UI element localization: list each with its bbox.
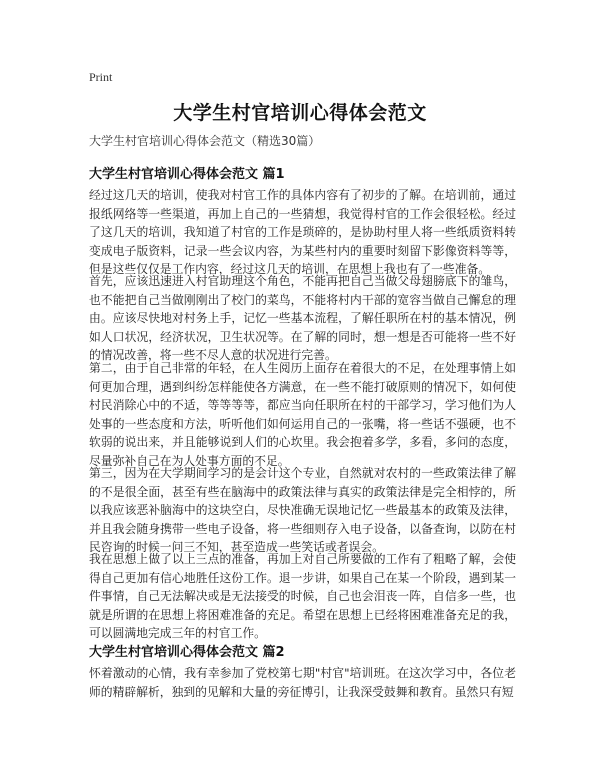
paragraph: 我在思想上做了以上三点的准备，再加上对自己所要做的工作有了粗略了解，会使得自己更加有信心地胜任这份工作。退一步讲，如果自己在某一个阶段，遇到某一件事情，自己无法解决或是无法接受的时候，自己也会泪丧一阵，自信多一些，也就是所谓的在思想上将困难准备的充足。希望在思想上已经将困难准备充足的我，可以圆满地完成三年的村官工作。 <box>89 552 516 640</box>
paragraph: 经过这几天的培训，使我对村官工作的具体内容有了初步的了解。在培训前，通过报纸网络等一些渠道，再加上自己的一些猜想，我觉得村官的工作会很轻松。经过了这几天的培训，我知道了村官的工作是琐碎的，是协助村里人将一些纸质资料转变成电子版资料，记录一些会议内容，为某些村内的重要时刻留下影像资料等等，但是这些仅仅是工作内容，经过这几天的培训，在思想上我也有了一些准备。 <box>89 188 516 276</box>
paragraph: 第三，因为在大学期间学习的是会计这个专业，自然就对农村的一些政策法律了解的不是很全面，甚至有些在脑海中的政策法律与真实的政策法律是完全相悖的，所以我应该恶补脑海中的这块空白，尽快准确无误地记忆一些最基本的政策及法律，并且我会随身携带一些电子设备，将一些细则存入电子设备，以备查询，以防在村民咨询的时候一问三不知，甚至造成一些笑话或者误会。 <box>89 466 516 554</box>
section-heading-1: 大学生村官培训心得体会范文 篇1 <box>89 167 285 182</box>
document-subtitle: 大学生村官培训心得体会范文（精选30篇） <box>89 134 321 148</box>
paragraph: 首先，应该迅速进入村官助理这个角色，不能再把自己当做父母翅膀底下的雏鸟，也不能把自己当做刚刚出了校门的菜鸟，不能将村内干部的宽容当做自己懈怠的理由。应该尽快地对村务上手，记忆一些基本流程，了解任职所在村的基本情况，例如人口状况，经济状况，卫生状况等。在了解的同时，想一想是否可能将一些不好的情况改善，将一些不尽人意的状况进行完善。 <box>89 274 516 362</box>
section-heading-2: 大学生村官培训心得体会范文 篇2 <box>89 645 285 660</box>
print-label[interactable]: Print <box>89 70 113 84</box>
paragraph: 怀着激动的心情，我有幸参加了党校第七期"村官"培训班。在这次学习中，各位老师的精辟解析，独到的见解和大量的旁征博引，让我深受鼓舞和教育。虽然只有短 <box>89 666 516 699</box>
paragraph: 第二，由于自己非常的年轻，在人生阅历上面存在着很大的不足，在处理事情上如何更加合理，遇到纠纷怎样能使各方满意，在一些不能打破原则的情况下，如何使村民消除心中的不适，等等等等，都应当向任职所在村的干部学习，学习他们为人处事的一些态度和方法，听听他们如何运用自己的一张嘴，将一些话不强硬，也不软弱的说出来，并且能够说到人们的心坎里。我会抱着多学，多看，多问的态度，尽量弥补自己在为人处事方面的不足。 <box>89 361 516 468</box>
document-title: 大学生村官培训心得体会范文 <box>173 102 427 124</box>
